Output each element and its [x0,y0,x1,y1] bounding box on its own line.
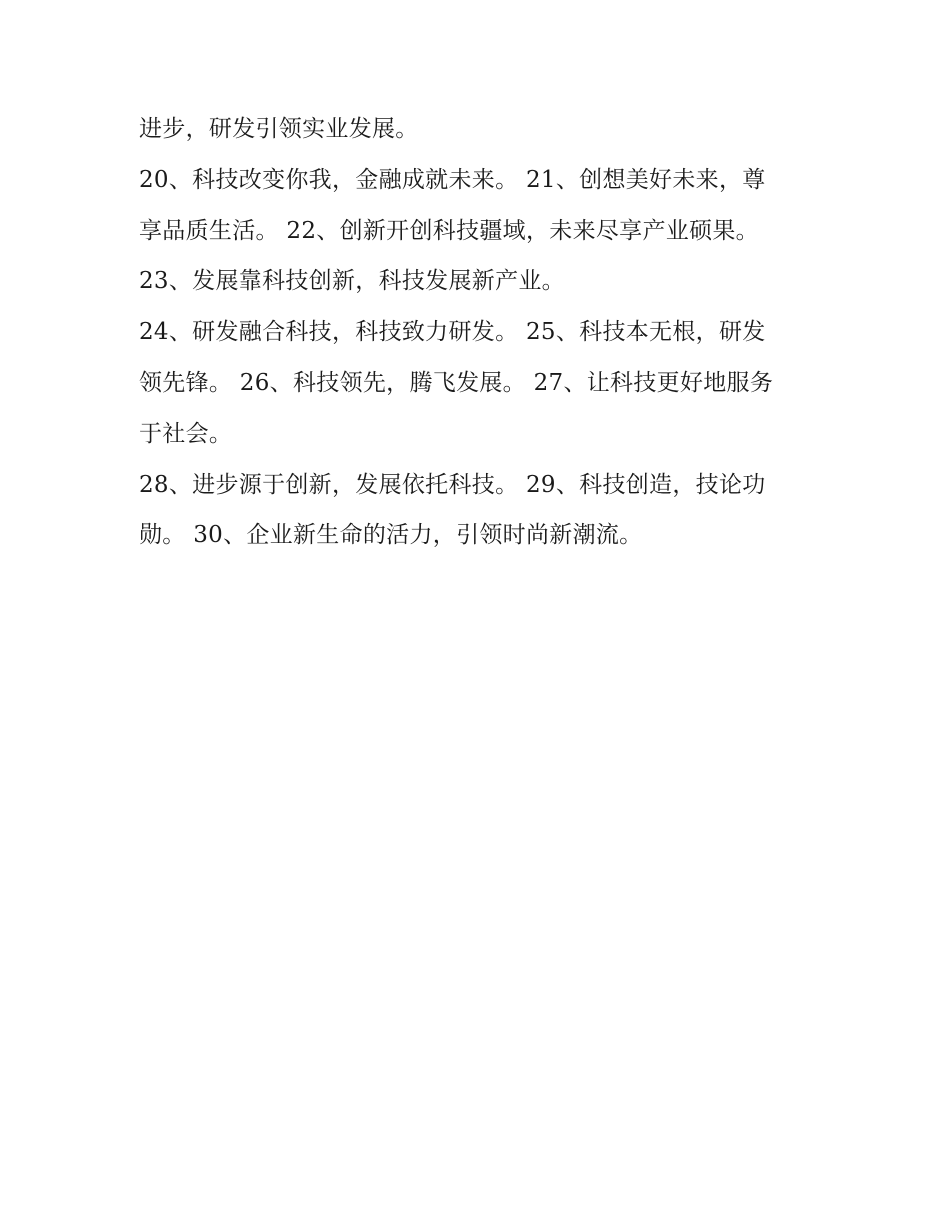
text-line: 勋。 30、企业新生命的活力，引领时尚新潮流。 [139,522,643,549]
text-line: 享品质生活。 22、创新开创科技疆域，未来尽享产业硕果。 [139,217,759,244]
text-line: 20、科技改变你我，金融成就未来。 21、创想美好未来，尊 [139,166,766,193]
text-line: 于社会。 [139,420,233,447]
text-line: 28、进步源于创新，发展依托科技。 29、科技创造，技论功 [139,471,766,498]
text-line: 进步，研发引领实业发展。 [139,116,419,142]
text-line: 领先锋。 26、科技领先，腾飞发展。 27、让科技更好地服务 [139,369,774,396]
text-line: 24、研发融合科技，科技致力研发。 25、科技本无根，研发 [139,319,766,346]
text-line: 23、发展靠科技创新，科技发展新产业。 [139,268,565,295]
document-body [139,104,819,561]
